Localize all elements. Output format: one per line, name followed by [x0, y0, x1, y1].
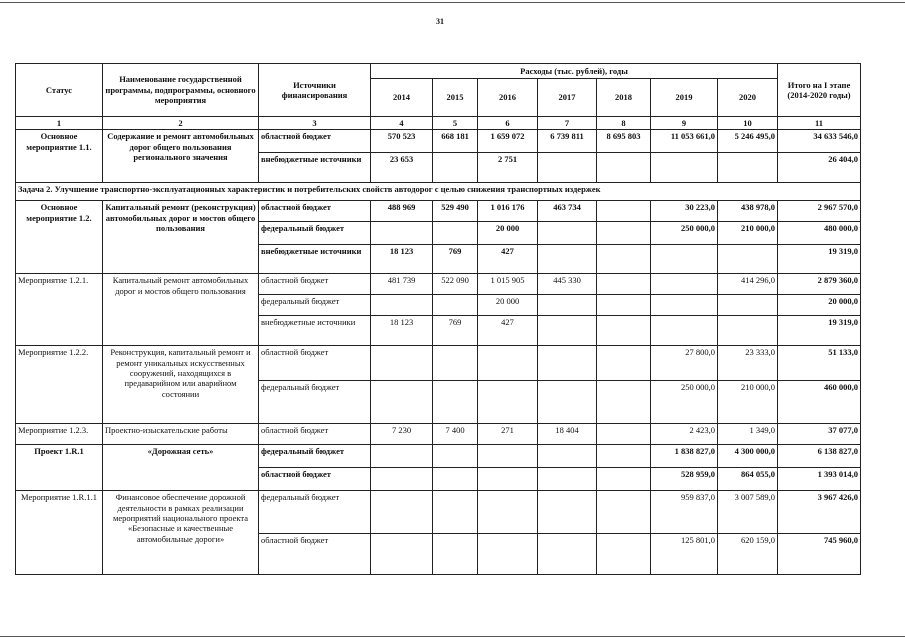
- expense-value: [597, 468, 651, 491]
- expense-value: [538, 295, 597, 316]
- column-number: 3: [259, 117, 371, 130]
- activity-name: «Дорожная сеть»: [103, 445, 259, 491]
- expense-value: 427: [478, 316, 538, 346]
- expense-value: [371, 346, 433, 381]
- expense-value: [651, 295, 718, 316]
- om12-row: [16, 201, 861, 222]
- m1r11-row: [16, 491, 861, 534]
- funding-source: внебюджетные источники: [259, 153, 371, 183]
- header-expenses: Расходы (тыс. рублей), годы: [371, 64, 778, 79]
- expense-value: [718, 316, 778, 346]
- om11-row: [16, 130, 861, 153]
- column-number: 9: [651, 117, 718, 130]
- expense-value: [718, 295, 778, 316]
- expense-value: 18 123: [371, 245, 433, 274]
- activity-name: Проектно-изыскательские работы: [103, 424, 259, 445]
- expense-value: [597, 222, 651, 245]
- expense-value: [478, 445, 538, 468]
- funding-source: областной бюджет: [259, 346, 371, 381]
- expense-value: 5 246 495,0: [718, 130, 778, 153]
- expense-value: [433, 491, 478, 534]
- expense-value: [478, 491, 538, 534]
- expense-value: [538, 534, 597, 575]
- header-name: Наименование государственной программы, подпрограммы, основного мероприятия: [103, 64, 259, 117]
- expense-value: 668 181: [433, 130, 478, 153]
- status-cell: Основное мероприятие 1.2.: [16, 201, 103, 274]
- expense-value: 1 015 905: [478, 274, 538, 295]
- page-top-edge: [0, 2, 905, 3]
- expense-value: [371, 295, 433, 316]
- expense-value: 438 978,0: [718, 201, 778, 222]
- expense-value: 529 490: [433, 201, 478, 222]
- funding-source: федеральный бюджет: [259, 295, 371, 316]
- total-value: 19 319,0: [778, 245, 861, 274]
- expense-value: [433, 346, 478, 381]
- header-year: 2016: [478, 79, 538, 117]
- expense-value: [597, 424, 651, 445]
- column-number: 8: [597, 117, 651, 130]
- expense-value: 427: [478, 245, 538, 274]
- expense-value: [371, 381, 433, 424]
- expense-value: 8 695 803: [597, 130, 651, 153]
- expense-value: 2 751: [478, 153, 538, 183]
- expense-value: [478, 381, 538, 424]
- expense-value: [597, 491, 651, 534]
- expense-value: 250 000,0: [651, 222, 718, 245]
- expense-value: 528 959,0: [651, 468, 718, 491]
- expense-value: 1 349,0: [718, 424, 778, 445]
- m121-row: [16, 274, 861, 295]
- expense-value: 6 739 811: [538, 130, 597, 153]
- total-value: 19 319,0: [778, 316, 861, 346]
- funding-source: внебюджетные источники: [259, 245, 371, 274]
- expense-value: 769: [433, 316, 478, 346]
- header-total: Итого на I этапе (2014-2020 годы): [778, 64, 861, 117]
- expense-value: [597, 316, 651, 346]
- task-row: [16, 183, 861, 201]
- expense-value: [478, 346, 538, 381]
- expense-value: [478, 468, 538, 491]
- header-sources: Источники финансирования: [259, 64, 371, 117]
- expense-value: 210 000,0: [718, 222, 778, 245]
- expense-value: [433, 222, 478, 245]
- header-year: 2015: [433, 79, 478, 117]
- expense-value: 7 400: [433, 424, 478, 445]
- expense-value: [718, 245, 778, 274]
- task-heading: Задача 2. Улучшение транспортно-эксплуатационных характеристик и потребительских свойств автодорог с целью снижения транспортных издержек: [16, 183, 861, 201]
- expense-value: [433, 381, 478, 424]
- expense-value: [597, 445, 651, 468]
- expense-value: 18 404: [538, 424, 597, 445]
- expense-value: 488 969: [371, 201, 433, 222]
- expense-value: [538, 153, 597, 183]
- column-number: 6: [478, 117, 538, 130]
- funding-source: внебюджетные источники: [259, 316, 371, 346]
- expense-value: [433, 468, 478, 491]
- status-cell: Мероприятие 1.R.1.1: [16, 491, 103, 575]
- status-cell: Мероприятие 1.2.3.: [16, 424, 103, 445]
- total-value: 51 133,0: [778, 346, 861, 381]
- column-number: 7: [538, 117, 597, 130]
- expense-value: [651, 245, 718, 274]
- expense-value: [371, 222, 433, 245]
- expense-value: 522 090: [433, 274, 478, 295]
- expense-value: [597, 245, 651, 274]
- status-cell: Проект 1.R.1: [16, 445, 103, 491]
- header-year: 2018: [597, 79, 651, 117]
- column-number-row: [16, 117, 861, 130]
- expense-value: [371, 534, 433, 575]
- total-value: 26 404,0: [778, 153, 861, 183]
- expense-value: [538, 245, 597, 274]
- total-value: 34 633 546,0: [778, 130, 861, 153]
- expense-value: 7 230: [371, 424, 433, 445]
- expense-value: [371, 491, 433, 534]
- expense-value: [433, 153, 478, 183]
- expense-value: [538, 381, 597, 424]
- expense-value: [538, 316, 597, 346]
- column-number: 11: [778, 117, 861, 130]
- expense-value: [433, 445, 478, 468]
- expense-value: 769: [433, 245, 478, 274]
- column-number: 4: [371, 117, 433, 130]
- expense-value: [538, 491, 597, 534]
- activity-name: Капитальный ремонт (реконструкция) автомобильных дорог и мостов общего пользования: [103, 201, 259, 274]
- expense-value: 463 734: [538, 201, 597, 222]
- funding-source: федеральный бюджет: [259, 381, 371, 424]
- status-cell: Мероприятие 1.2.1.: [16, 274, 103, 346]
- expense-value: 18 123: [371, 316, 433, 346]
- pr1r1-row: [16, 445, 861, 468]
- total-value: 480 000,0: [778, 222, 861, 245]
- total-value: 745 960,0: [778, 534, 861, 575]
- expense-value: 4 300 000,0: [718, 445, 778, 468]
- activity-name: Финансовое обеспечение дорожной деятельности в рамках реализации мероприятий национального проекта «Безопасные и качественные автомобильные дороги»: [103, 491, 259, 575]
- expense-value: 414 296,0: [718, 274, 778, 295]
- expense-value: [651, 316, 718, 346]
- m122-row: [16, 346, 861, 381]
- funding-source: областной бюджет: [259, 468, 371, 491]
- column-number: 5: [433, 117, 478, 130]
- expense-value: [597, 295, 651, 316]
- header-status: Статус: [16, 64, 103, 117]
- total-value: 37 077,0: [778, 424, 861, 445]
- expense-value: 1 659 072: [478, 130, 538, 153]
- funding-source: областной бюджет: [259, 274, 371, 295]
- column-number: 2: [103, 117, 259, 130]
- expense-value: 864 055,0: [718, 468, 778, 491]
- expense-value: [538, 445, 597, 468]
- total-value: 2 879 360,0: [778, 274, 861, 295]
- header-year: 2014: [371, 79, 433, 117]
- funding-source: федеральный бюджет: [259, 222, 371, 245]
- expense-value: 570 523: [371, 130, 433, 153]
- expense-value: [651, 274, 718, 295]
- expense-value: [433, 295, 478, 316]
- activity-name: Содержание и ремонт автомобильных дорог общего пользования регионального значения: [103, 130, 259, 183]
- expense-value: 3 007 589,0: [718, 491, 778, 534]
- expense-value: [597, 274, 651, 295]
- expense-value: 27 800,0: [651, 346, 718, 381]
- funding-source: федеральный бюджет: [259, 491, 371, 534]
- expense-value: 445 330: [538, 274, 597, 295]
- expense-value: 2 423,0: [651, 424, 718, 445]
- expense-value: 20 000: [478, 295, 538, 316]
- page-number: 31: [436, 17, 444, 26]
- expense-value: 23 333,0: [718, 346, 778, 381]
- expense-value: [371, 445, 433, 468]
- status-cell: Мероприятие 1.2.2.: [16, 346, 103, 424]
- expense-value: 620 159,0: [718, 534, 778, 575]
- expense-value: [538, 468, 597, 491]
- activity-name: Реконструкция, капитальный ремонт и ремонт уникальных искусственных сооружений, находящихся в предаварийном или аварийном состоянии: [103, 346, 259, 424]
- expense-value: 23 653: [371, 153, 433, 183]
- expense-value: 1 838 827,0: [651, 445, 718, 468]
- budget-table: [15, 63, 861, 575]
- funding-source: областной бюджет: [259, 534, 371, 575]
- total-value: 6 138 827,0: [778, 445, 861, 468]
- expense-value: 125 801,0: [651, 534, 718, 575]
- expense-value: [597, 153, 651, 183]
- expense-value: 1 016 176: [478, 201, 538, 222]
- expense-value: [433, 534, 478, 575]
- expense-value: 481 739: [371, 274, 433, 295]
- column-number: 1: [16, 117, 103, 130]
- expense-value: 30 223,0: [651, 201, 718, 222]
- header-row-1: [16, 64, 861, 79]
- expense-value: 959 837,0: [651, 491, 718, 534]
- total-value: 3 967 426,0: [778, 491, 861, 534]
- expense-value: [538, 346, 597, 381]
- total-value: 2 967 570,0: [778, 201, 861, 222]
- expense-value: [371, 468, 433, 491]
- expense-value: [478, 534, 538, 575]
- expense-value: [651, 153, 718, 183]
- expense-value: 20 000: [478, 222, 538, 245]
- expense-value: [597, 534, 651, 575]
- funding-source: областной бюджет: [259, 130, 371, 153]
- expense-value: [597, 381, 651, 424]
- total-value: 460 000,0: [778, 381, 861, 424]
- header-year: 2020: [718, 79, 778, 117]
- total-value: 1 393 014,0: [778, 468, 861, 491]
- expense-value: 271: [478, 424, 538, 445]
- expense-value: 250 000,0: [651, 381, 718, 424]
- expense-value: 210 000,0: [718, 381, 778, 424]
- expense-value: 11 053 661,0: [651, 130, 718, 153]
- activity-name: Капитальный ремонт автомобильных дорог и мостов общего пользования: [103, 274, 259, 346]
- column-number: 10: [718, 117, 778, 130]
- header-year: 2019: [651, 79, 718, 117]
- header-year: 2017: [538, 79, 597, 117]
- total-value: 20 000,0: [778, 295, 861, 316]
- status-cell: Основное мероприятие 1.1.: [16, 130, 103, 183]
- expense-value: [597, 201, 651, 222]
- funding-source: федеральный бюджет: [259, 445, 371, 468]
- funding-source: областной бюджет: [259, 424, 371, 445]
- page-bottom-edge: [0, 636, 905, 637]
- expense-value: [538, 222, 597, 245]
- expense-value: [718, 153, 778, 183]
- m123-row: [16, 424, 861, 445]
- expense-value: [597, 346, 651, 381]
- funding-source: областной бюджет: [259, 201, 371, 222]
